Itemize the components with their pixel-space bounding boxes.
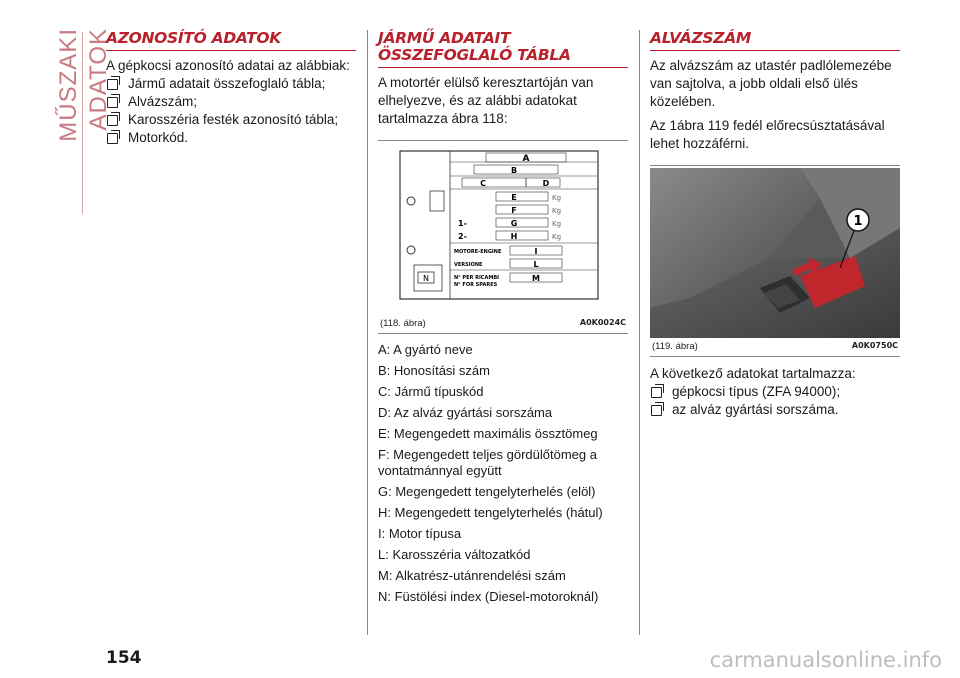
plate-label-motore: MOTORE-ENGINE xyxy=(454,249,502,255)
plate-label-ricambi: N° PER RICAMBI xyxy=(454,275,499,281)
plate-label-axle-2: 2- xyxy=(458,232,467,241)
legend-item: F: Megengedett teljes gördülőtömeg a vontatmánnyal együtt xyxy=(378,447,597,478)
legend-item: C: Jármű típuskód xyxy=(378,384,484,399)
chassis-intro2: A következő adatokat tartalmazza: xyxy=(650,366,856,381)
plate-label-i: I xyxy=(534,247,538,256)
plate-label-versione: VERSIONE xyxy=(454,262,483,268)
heading-identification: AZONOSÍTÓ ADATOK xyxy=(106,30,356,51)
heading-vehicle-plate: JÁRMŰ ADATAIT ÖSSZEFOGLALÓ TÁBLA xyxy=(378,30,628,68)
chassis-list xyxy=(650,383,900,419)
checkbox-bullet-icon xyxy=(107,97,118,108)
plate-label-kg: Kg xyxy=(552,194,562,202)
plate-label-a: A xyxy=(522,154,530,164)
list-item: az alváz gyártási sorszáma. xyxy=(650,401,900,419)
plate-label-c: C xyxy=(480,179,486,188)
figure-118 xyxy=(378,140,628,334)
plate-label-spares: N° FOR SPARES xyxy=(454,282,498,288)
legend-item: D: Az alváz gyártási sorszáma xyxy=(378,405,553,420)
plate-label-kg: Kg xyxy=(552,220,562,228)
section-tab-line xyxy=(82,32,83,214)
plate-label-g: G xyxy=(510,219,518,228)
list-item: Alvázszám; xyxy=(106,93,356,111)
figure-caption: (118. ábra) xyxy=(380,318,426,329)
column-identification xyxy=(106,30,356,147)
legend-item: M: Alkatrész-utánrendelési szám xyxy=(378,568,566,583)
plate-label-kg: Kg xyxy=(552,207,562,215)
figure-code: A0K0024C xyxy=(579,318,626,327)
legend-item: N: Füstölési index (Diesel-motoroknál) xyxy=(378,589,599,604)
plate-label-b: B xyxy=(510,166,518,175)
plate-label-axle-1: 1- xyxy=(458,219,467,228)
figure-code: A0K0750C xyxy=(851,341,898,350)
legend-item: E: Megengedett maximális össztömeg xyxy=(378,426,598,441)
list-item: Jármű adatait összefoglaló tábla; xyxy=(106,75,356,93)
column-chassis-number xyxy=(650,30,900,419)
legend-item: L: Karosszéria változatkód xyxy=(378,547,531,562)
legend-item: G: Megengedett tengelyterhelés (elöl) xyxy=(378,484,596,499)
checkbox-bullet-icon xyxy=(107,133,118,144)
plate-label-d: D xyxy=(542,179,550,188)
plate-label-e: E xyxy=(511,193,517,202)
plate-legend xyxy=(378,342,628,605)
legend-item: H: Megengedett tengelyterhelés (hátul) xyxy=(378,505,603,520)
chassis-p1: Az alvázszám az utastér padlólemezébe van sajtolva, a jobb oldali első ülés közelében. xyxy=(650,58,892,109)
list-item: Motorkód. xyxy=(106,129,356,147)
plate-label-n: N xyxy=(423,274,429,283)
legend-item: B: Honosítási szám xyxy=(378,363,490,378)
legend-item: A: A gyártó neve xyxy=(378,342,473,357)
chassis-photo xyxy=(650,168,900,338)
identification-intro: A gépkocsi azonosító adatai az alábbiak: xyxy=(106,58,350,73)
section-tab xyxy=(52,28,112,220)
checkbox-bullet-icon xyxy=(651,387,662,398)
checkbox-bullet-icon xyxy=(107,115,118,126)
callout-1: 1 xyxy=(853,214,863,229)
column-divider xyxy=(367,30,368,635)
page-number: 154 xyxy=(106,648,142,668)
plate-label-m: M xyxy=(532,274,540,283)
chassis-p2: Az 1ábra 119 fedél előrecsúsztatásával lehet hozzáférni. xyxy=(650,118,885,151)
id-plate-diagram xyxy=(378,145,628,315)
plate-label-l: L xyxy=(533,260,539,269)
identification-list xyxy=(106,75,356,147)
figure-119 xyxy=(650,165,900,357)
section-tab-label: MŰSZAKI ADATOK xyxy=(55,28,112,142)
figure-caption: (119. ábra) xyxy=(652,341,698,352)
vehicle-plate-intro: A motortér elülső keresztartóján van elhelyezve, és az alábbi adatokat tartalmazza ábra 118: xyxy=(378,75,594,126)
list-item: gépkocsi típus (ZFA 94000); xyxy=(650,383,900,401)
plate-label-h: H xyxy=(510,232,518,241)
heading-chassis-number: ALVÁZSZÁM xyxy=(650,30,900,51)
plate-label-kg: Kg xyxy=(552,233,562,241)
checkbox-bullet-icon xyxy=(107,79,118,90)
watermark: carmanualsonline.info xyxy=(709,648,942,672)
column-divider xyxy=(639,30,640,635)
column-vehicle-plate xyxy=(378,30,628,605)
legend-item: I: Motor típusa xyxy=(378,526,462,541)
list-item: Karosszéria festék azonosító tábla; xyxy=(106,111,356,129)
checkbox-bullet-icon xyxy=(651,405,662,416)
plate-label-f: F xyxy=(511,206,517,215)
